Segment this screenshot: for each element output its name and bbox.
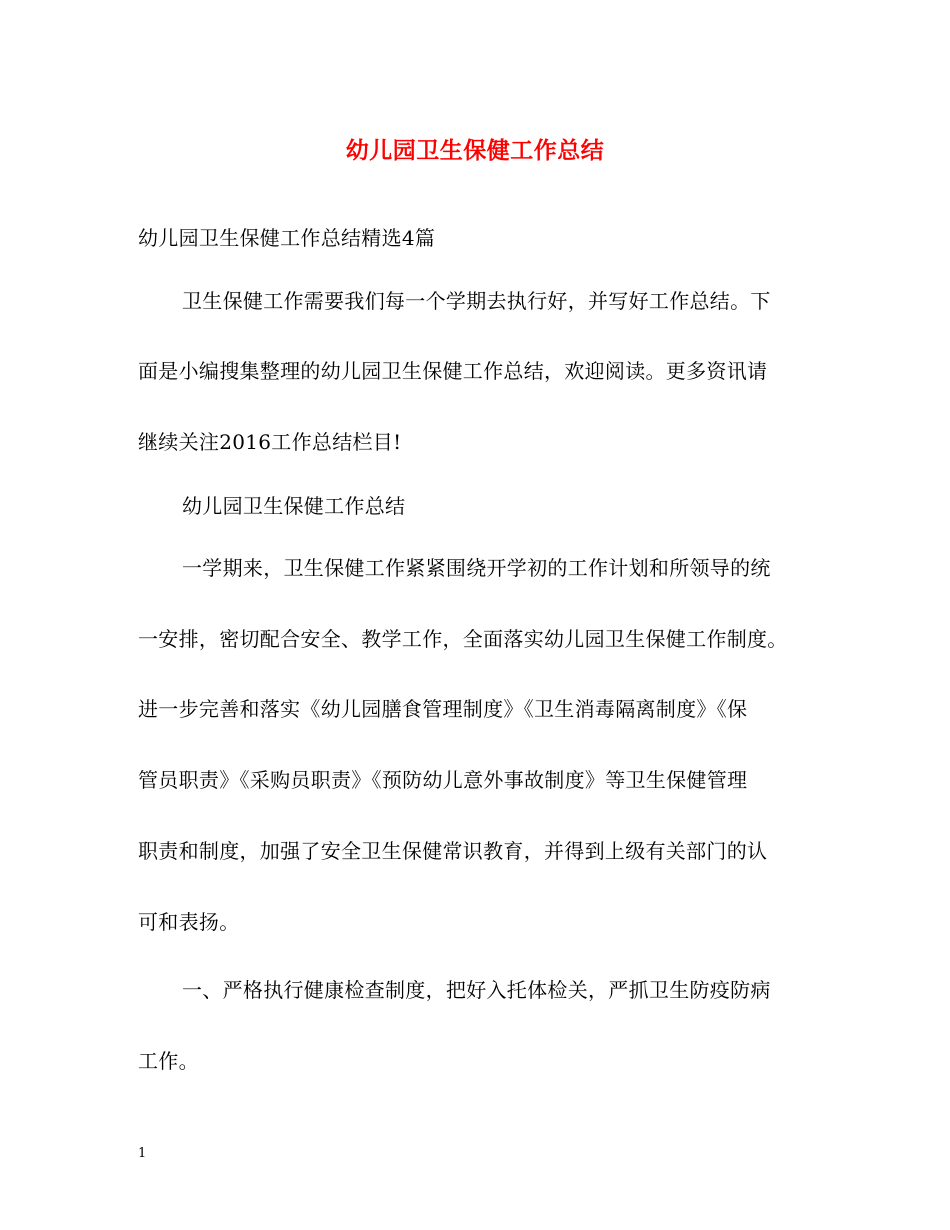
paragraph-line: 职责和制度，加强了安全卫生保健常识教育，并得到上级有关部门的认	[138, 839, 768, 863]
paragraph-line: 卫生保健工作需要我们每一个学期去执行好，并写好工作总结。下	[182, 289, 771, 313]
paragraph-line: 进一步完善和落实《幼儿园膳食管理制度》《卫生消毒隔离制度》《保	[138, 697, 748, 721]
document-title: 幼儿园卫生保健工作总结	[345, 137, 605, 164]
paragraph-line: 工作。	[138, 1049, 199, 1073]
paragraph-line: 继续关注2016工作总结栏目!	[138, 430, 402, 454]
document-subtitle: 幼儿园卫生保健工作总结精选4篇	[138, 226, 436, 250]
paragraph-line: 一、严格执行健康检查制度，把好入托体检关，严抓卫生防疫防病	[182, 978, 771, 1002]
paragraph-line: 一学期来，卫生保健工作紧紧围绕开学初的工作计划和所领导的统	[182, 556, 771, 580]
page-number: 1	[138, 1146, 147, 1161]
paragraph-line: 可和表扬。	[138, 910, 240, 934]
paragraph-line: 一安排，密切配合安全、教学工作，全面落实幼儿园卫生保健工作制度。	[138, 627, 788, 651]
section-heading: 幼儿园卫生保健工作总结	[182, 494, 406, 518]
paragraph-line: 面是小编搜集整理的幼儿园卫生保健工作总结，欢迎阅读。更多资讯请	[138, 359, 768, 383]
paragraph-line: 管员职责》《采购员职责》《预防幼儿意外事故制度》等卫生保健管理	[138, 768, 748, 792]
